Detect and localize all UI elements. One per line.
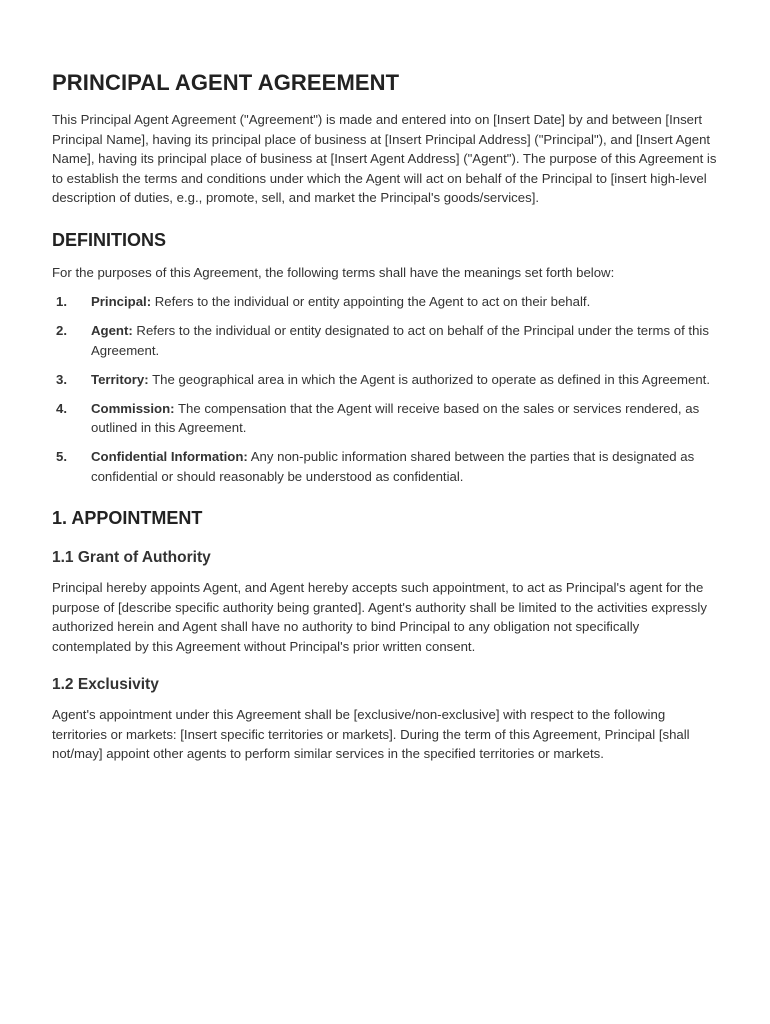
definition-term: Commission: <box>91 400 175 416</box>
document-title: PRINCIPAL AGENT AGREEMENT <box>52 70 400 95</box>
definition-body <box>91 399 720 438</box>
definition-body <box>91 321 720 360</box>
definition-term: Agent: <box>91 323 133 338</box>
definitions-intro: For the purposes of this Agreement, the following terms shall have the meanings set forth below: <box>52 264 615 280</box>
definition-number: 2. <box>56 323 67 338</box>
definition-item <box>52 399 720 438</box>
definition-item <box>52 370 720 390</box>
definition-term: Territory: <box>91 371 149 387</box>
definitions-heading: DEFINITIONS <box>52 229 167 250</box>
definition-term: Principal: <box>91 294 152 309</box>
grant-of-authority-text: Principal hereby appoints Agent, and Agent hereby accepts such appointment, to act as Principal's agent for the purpose of [describe specific authority being granted]. Agent's authority shall be limited to the activities expressly authorized herein and Agent shall have no authority to bind Principal to any obligation not specifically contemplated by this Agreement without Principal's prior written consent. <box>52 580 707 654</box>
definition-text: Any non-public information shared between the parties that is designated as confidential or should reasonably be understood as confidential. <box>91 449 695 484</box>
definition-text: The geographical area in which the Agent is authorized to operate as defined in this Agreement. <box>148 371 710 387</box>
definition-body <box>91 447 720 486</box>
definition-number: 5. <box>56 449 67 464</box>
definition-number: 1. <box>56 294 67 309</box>
definitions-list <box>52 292 720 486</box>
definition-item <box>52 292 720 312</box>
definition-text: Refers to the individual or entity appointing the Agent to act on their behalf. <box>151 294 591 309</box>
exclusivity-text: Agent's appointment under this Agreement shall be [exclusive/non-exclusive] with respect to the following territories or markets: [Insert specific territories or markets]. During the term of this Agreement, Principal [shall not/may] appoint other agents to perform similar services in the specified territories or markets. <box>52 707 690 761</box>
exclusivity-heading: 1.2 Exclusivity <box>52 676 159 693</box>
definition-body <box>91 370 720 390</box>
definition-number: 3. <box>56 371 67 387</box>
definition-text: The compensation that the Agent will receive based on the sales or services rendered, as outlined in this Agreement. <box>91 400 700 435</box>
definition-term: Confidential Information: <box>91 449 248 464</box>
definition-item <box>52 447 720 486</box>
definition-body <box>91 292 720 312</box>
definition-item <box>52 321 720 360</box>
appointment-heading: 1. APPOINTMENT <box>52 508 203 528</box>
intro-paragraph: This Principal Agent Agreement ("Agreement") is made and entered into on [Insert Date] by and between [Insert Principal Name], having its principal place of business at [Insert Principal Address] ("Principal"), and [Insert Agent Name], having its principal place of business at [Insert Agent Address] ("Agent"). The purpose of this Agreement is to establish the terms and conditions under which the Agent will act on behalf of the Principal to [insert high-level description of duties, e.g., promote, sell, and market the Principal's goods/services]. <box>52 112 717 205</box>
grant-of-authority-heading: 1.1 Grant of Authority <box>52 549 211 566</box>
definition-number: 4. <box>56 400 67 416</box>
definition-text: Refers to the individual or entity designated to act on behalf of the Principal under the terms of this Agreement. <box>91 323 709 358</box>
